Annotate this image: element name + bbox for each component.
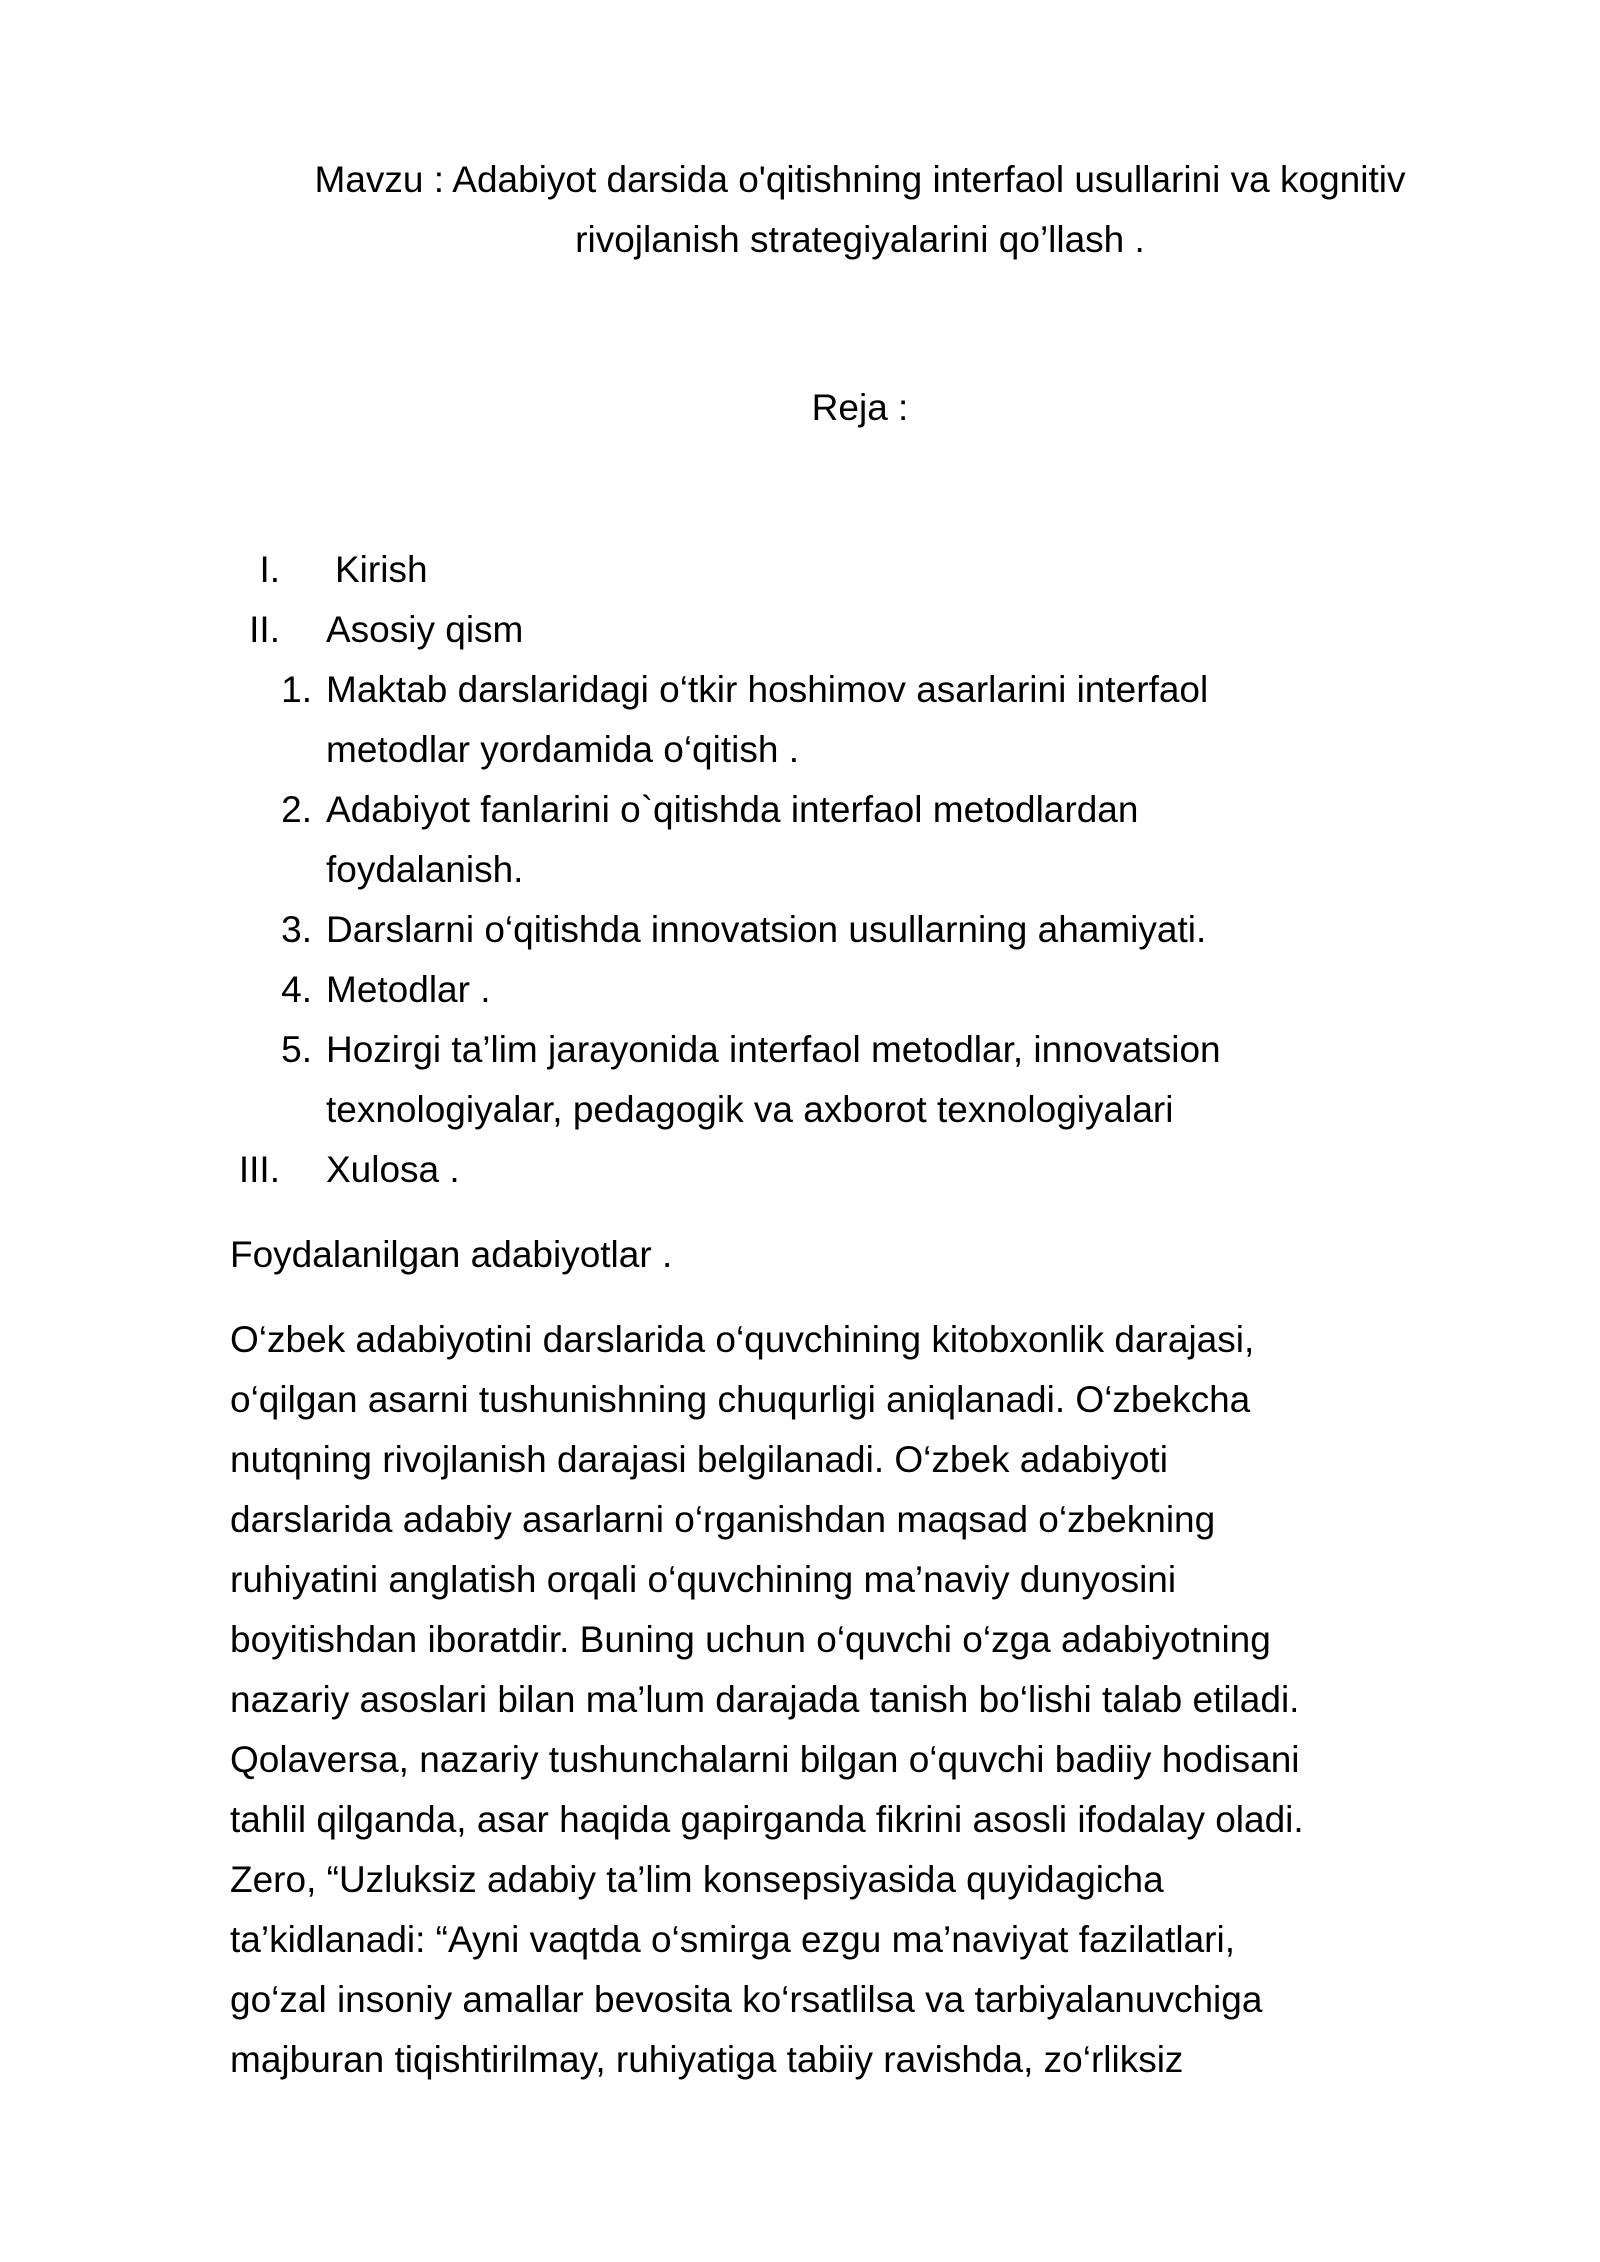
outline-text: texnologiyalar, pedagogik va axborot texnologiyalari: [326, 1089, 1174, 1130]
outline-marker: III.: [238, 1149, 280, 1190]
outline-text: foydalanish.: [326, 849, 524, 890]
paragraph-line: ruhiyatini anglatish orqali o‘quvchining ma’naviy dunyosini: [230, 1559, 1177, 1600]
paragraph-line: o‘qilgan asarni tushunishning chuqurligi aniqlanadi. O‘zbekcha: [230, 1379, 1251, 1420]
paragraph-line: majburan tiqishtirilmay, ruhiyatiga tabiiy ravishda, zo‘rliksiz: [230, 2039, 1184, 2080]
outline-subitem-continuation: [0, 1080, 1600, 1140]
paragraph-line: go‘zal insoniy amallar bevosita ko‘rsatlilsa va tarbiyalanuvchiga: [230, 1979, 1263, 2020]
outline-text: Hozirgi ta’lim jarayonida interfaol metodlar, innovatsion: [326, 1029, 1221, 1070]
outline-subitem: [0, 780, 1600, 840]
outline-marker: I.: [259, 549, 280, 590]
outline-subitem: [0, 900, 1600, 960]
outline-text: Asosiy qism: [326, 609, 524, 650]
outline-item: [0, 600, 1600, 660]
outline-item: [0, 1140, 1600, 1200]
outline-text: Maktab darslaridagi o‘tkir hoshimov asarlarini interfaol: [326, 669, 1209, 710]
plan-outline: [0, 540, 1600, 1200]
outline-subitem-continuation: [0, 720, 1600, 780]
paragraph-line: nazariy asoslari bilan ma’lum darajada tanish bo‘lishi talab etiladi.: [230, 1679, 1300, 1720]
outline-text: Metodlar .: [326, 969, 491, 1010]
document-title: [200, 150, 1520, 270]
body-paragraph: [230, 1310, 1490, 2090]
paragraph-line: boyitishdan iboratdir. Buning uchun o‘quvchi o‘zga adabiyotning: [230, 1619, 1271, 1660]
outline-marker: 4.: [281, 969, 312, 1010]
outline-text: Kirish: [335, 549, 428, 590]
paragraph-line: Zero, “Uzluksiz adabiy ta’lim konsepsiyasida quyidagicha: [230, 1859, 1164, 1900]
outline-text: Darslarni o‘qitishda innovatsion usullarning ahamiyati.: [326, 909, 1207, 950]
paragraph-line: darslarida adabiy asarlarni o‘rganishdan maqsad o‘zbekning: [230, 1499, 1216, 1540]
outline-subitem: [0, 960, 1600, 1020]
paragraph-line: O‘zbek adabiyotini darslarida o‘quvchining kitobxonlik darajasi,: [230, 1319, 1255, 1360]
outline-marker: 5.: [281, 1029, 312, 1070]
paragraph-line: nutqning rivojlanish darajasi belgilanadi. O‘zbek adabiyoti: [230, 1439, 1168, 1480]
outline-subitem: [0, 1020, 1600, 1080]
outline-subitem: [0, 660, 1600, 720]
references-heading: Foydalanilgan adabiyotlar .: [230, 1234, 673, 1275]
outline-subitem-continuation: [0, 840, 1600, 900]
plan-heading: Reja :: [811, 387, 909, 428]
outline-marker: 1.: [281, 669, 312, 710]
outline-marker: II.: [249, 609, 280, 650]
paragraph-line: Qolaversa, nazariy tushunchalarni bilgan o‘quvchi badiiy hodisani: [230, 1739, 1300, 1780]
outline-item: [0, 540, 1600, 600]
outline-marker: 2.: [281, 789, 312, 830]
outline-marker: 3.: [281, 909, 312, 950]
paragraph-line: tahlil qilganda, asar haqida gapirganda fikrini asosli ifodalay oladi.: [230, 1799, 1304, 1840]
outline-text: Xulosa .: [326, 1149, 460, 1190]
outline-text: metodlar yordamida o‘qitish .: [326, 729, 799, 770]
title-line: Mavzu : Adabiyot darsida o'qitishning interfaol usullarini va kognitiv: [314, 159, 1406, 200]
outline-text: Adabiyot fanlarini o`qitishda interfaol metodlardan: [326, 789, 1139, 830]
title-line: rivojlanish strategiyalarini qo’llash .: [575, 219, 1145, 260]
paragraph-line: ta’kidlanadi: “Ayni vaqtda o‘smirga ezgu ma’naviyat fazilatlari,: [230, 1919, 1235, 1960]
